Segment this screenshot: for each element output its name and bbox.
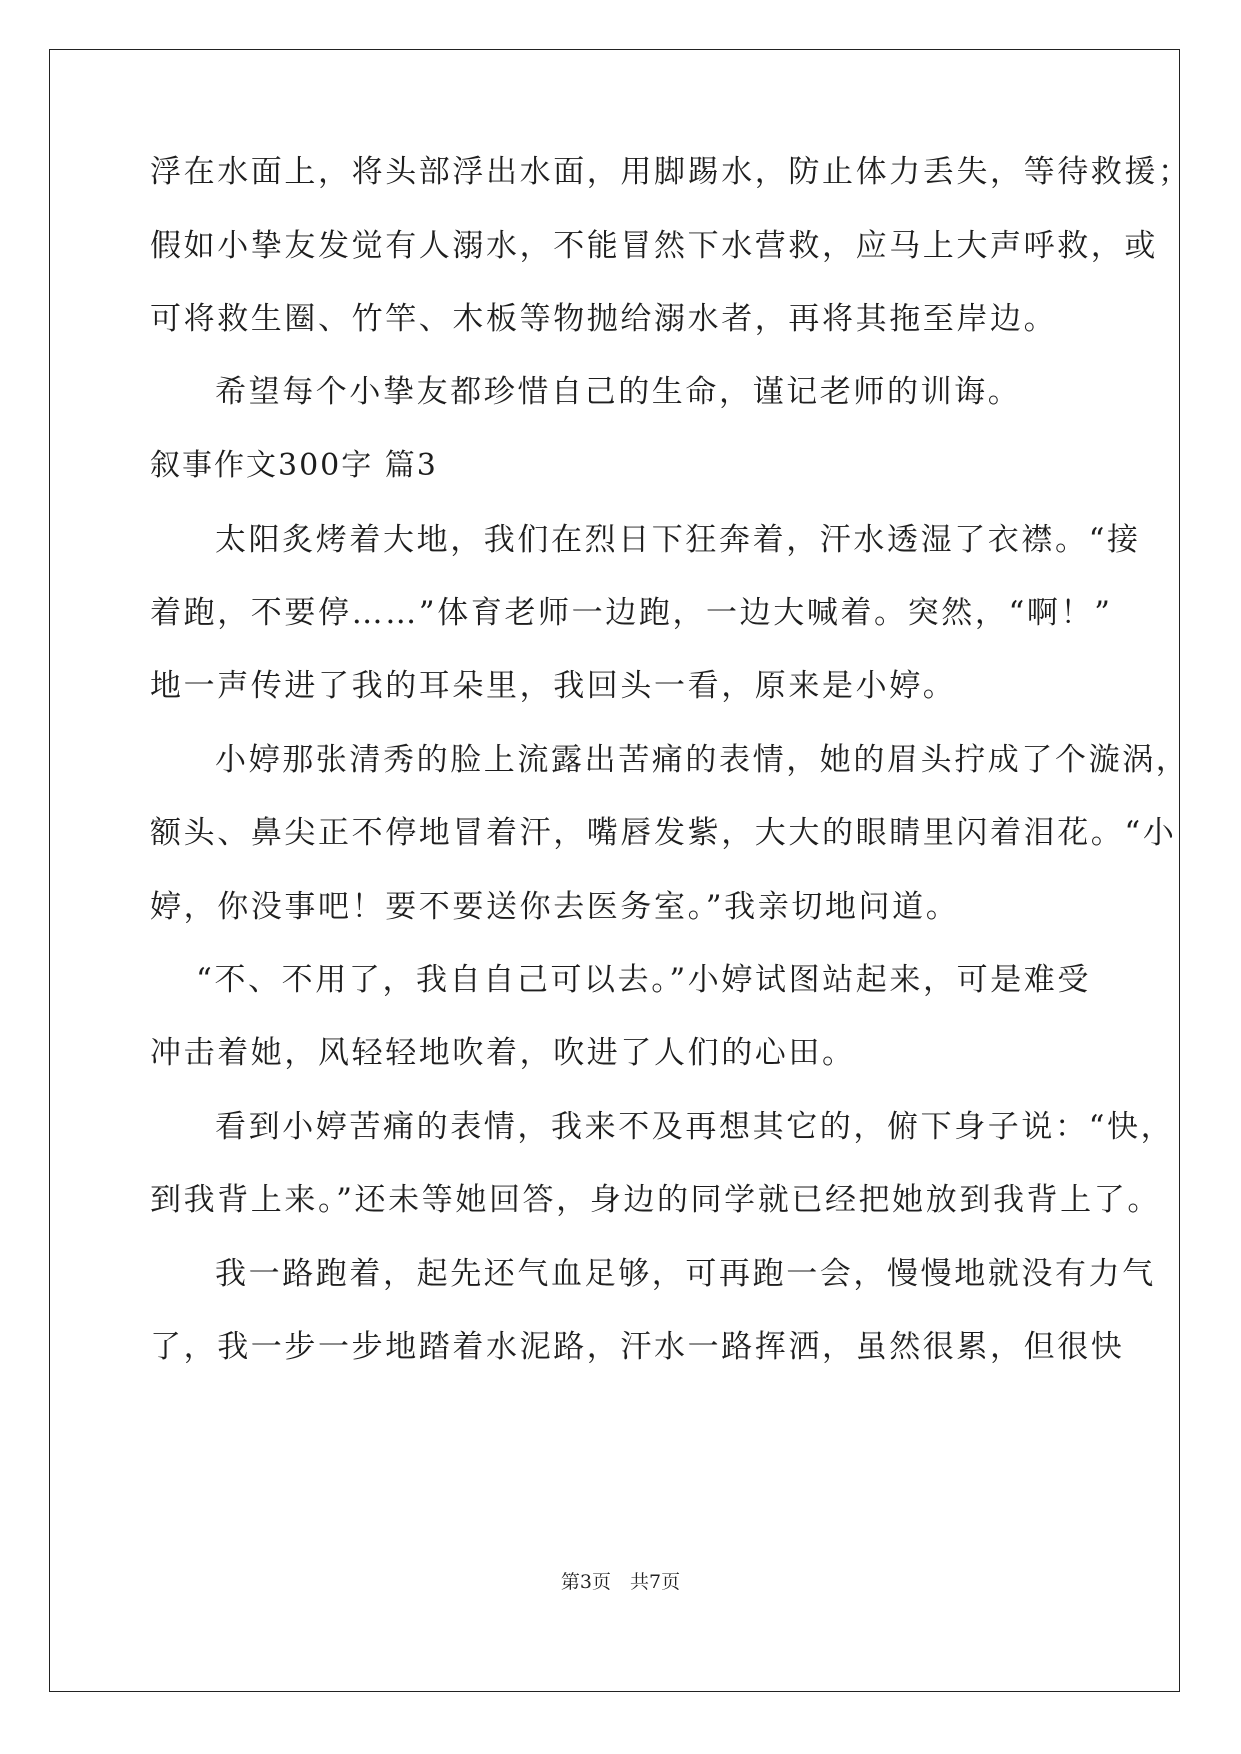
paragraph-line: 可将救生圈、竹竿、木板等物抛给溺水者，再将其拖至岸边。 xyxy=(150,301,1058,337)
paragraph-line: 小婷那张清秀的脸上流露出苦痛的表情，她的眉头拧成了个漩涡， xyxy=(215,742,1190,778)
paragraph-line: 了，我一步一步地踏着水泥路，汗水一路挥洒，虽然很累，但很快 xyxy=(150,1329,1125,1365)
paragraph-line: 冲击着她，风轻轻地吹着，吹进了人们的心田。 xyxy=(150,1035,856,1071)
paragraph-line: 假如小挚友发觉有人溺水，不能冒然下水营救，应马上大声呼救，或 xyxy=(150,228,1158,264)
page-number: 第3页 共7页 xyxy=(560,1571,681,1593)
paragraph-line: 着跑，不要停……”体育老师一边跑，一边大喊着。突然，“啊！” xyxy=(150,595,1113,631)
paragraph-line: 我一路跑着，起先还气血足够，可再跑一会，慢慢地就没有力气 xyxy=(215,1256,1156,1292)
paragraph-line: 地一声传进了我的耳朵里，我回头一看，原来是小婷。 xyxy=(150,668,957,704)
section-heading: 叙事作文300字 篇3 xyxy=(150,448,438,483)
paragraph-line: 额头、鼻尖正不停地冒着汗，嘴唇发紫，大大的眼睛里闪着泪花。“小 xyxy=(150,815,1177,851)
paragraph-line: “不、不用了，我自自己可以去。”小婷试图站起来，可是难受 xyxy=(196,962,1091,998)
paragraph-line: 到我背上来。”还未等她回答，身边的同学就已经把她放到我背上了。 xyxy=(150,1182,1161,1218)
closing-line: 希望每个小挚友都珍惜自己的生命，谨记老师的训诲。 xyxy=(215,374,1022,410)
paragraph-line: 看到小婷苦痛的表情，我来不及再想其它的，俯下身子说：“快， xyxy=(215,1109,1175,1145)
page-border xyxy=(49,49,1192,1692)
paragraph-line: 婷，你没事吧！要不要送你去医务室。”我亲切地问道。 xyxy=(150,889,960,925)
paragraph-line: 太阳炙烤着大地，我们在烈日下狂奔着，汗水透湿了衣襟。“接 xyxy=(215,522,1141,558)
paragraph-line: 浮在水面上，将头部浮出水面，用脚踢水，防止体力丢失，等待救援； xyxy=(150,154,1192,190)
